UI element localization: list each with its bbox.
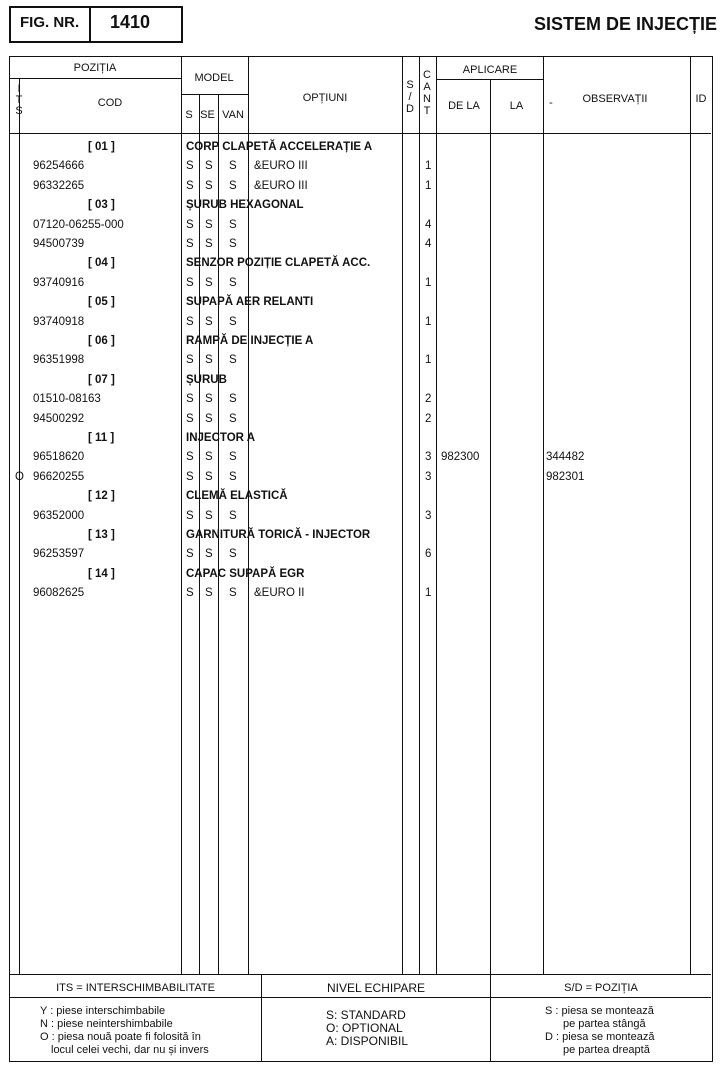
quantity-value: 6	[425, 548, 432, 561]
position-number: [ 05 ]	[88, 296, 115, 309]
col-header-observatii: OBSERVAȚII	[582, 93, 648, 105]
group-name: INJECTOR A	[186, 432, 256, 444]
legend-its-lines: Y : piese interschimbabile N : piese neintershimbabile O : piesa nouă poate fi folosită în locul celei vechi, dar nu și invers	[40, 1005, 209, 1056]
optiuni-tick	[248, 550, 249, 561]
model-s-value: S	[186, 587, 194, 600]
col-header-aplicare: APLICARE	[462, 64, 518, 76]
model-se-value: S	[205, 238, 213, 250]
optiuni-tick	[248, 162, 249, 173]
position-number: [ 03 ]	[88, 199, 115, 212]
model-s-value: S	[186, 470, 194, 483]
model-se-value: S	[205, 587, 213, 600]
quantity-value: 1	[425, 179, 432, 192]
model-van-value: S	[229, 276, 237, 289]
quantity-value: 3	[425, 451, 432, 464]
model-van-value: S	[229, 587, 237, 600]
model-s-value: S	[186, 393, 194, 406]
model-van-value: S	[229, 470, 237, 483]
quantity-value: 3	[425, 509, 432, 522]
col-header-model-s: S	[185, 109, 193, 121]
optiuni-tick	[248, 395, 249, 406]
figure-label: FIG. NR.	[20, 14, 80, 31]
model-se-value: S	[205, 393, 213, 406]
model-van-value: S	[229, 509, 237, 522]
model-s-value: S	[186, 548, 194, 561]
group-name: GARNITURĂ TORICĂ - INJECTOR	[186, 529, 371, 541]
option-value: &EURO III	[254, 160, 308, 173]
col-header-optiuni: OPȚIUNI	[302, 92, 348, 104]
position-number: [ 14 ]	[88, 567, 115, 580]
col-header-pozitia: POZIȚIA	[73, 62, 117, 74]
model-van-value: S	[229, 179, 237, 192]
optiuni-tick	[248, 589, 249, 600]
group-name: CAPAC SUPAPĂ EGR	[186, 567, 305, 580]
part-code: 93740916	[33, 276, 85, 289]
position-number: [ 13 ]	[88, 529, 115, 541]
optiuni-tick	[248, 512, 249, 523]
col-header-its: I T S	[15, 83, 23, 117]
model-van-value: S	[229, 393, 237, 406]
col-header-model-se: SE	[200, 109, 215, 121]
its-marker: O	[15, 470, 24, 483]
model-se-value: S	[205, 451, 213, 464]
model-se-value: S	[205, 509, 213, 522]
group-name: SUPAPĂ AER RELANTI	[186, 296, 314, 309]
optiuni-tick	[248, 453, 249, 464]
col-header-cant: C A N T	[423, 69, 431, 117]
part-code: 96332265	[33, 179, 85, 192]
model-van-value: S	[229, 354, 237, 367]
quantity-value: 4	[425, 218, 432, 231]
position-number: [ 04 ]	[88, 257, 115, 270]
legend-sd-lines: S : piesa se montează pe partea stângă D : piesa se montează pe partea dreaptă	[545, 1005, 655, 1056]
position-number: [ 01 ]	[88, 141, 115, 153]
part-code: 96082625	[33, 587, 85, 600]
model-se-value: S	[205, 354, 213, 367]
part-code: 07120-06255-000	[33, 218, 124, 231]
optiuni-tick	[248, 473, 249, 484]
model-van-value: S	[229, 218, 237, 231]
model-s-value: S	[186, 179, 194, 192]
quantity-value: 4	[425, 238, 432, 250]
model-s-value: S	[186, 451, 194, 464]
observation-value: 982301	[546, 470, 585, 483]
group-name: CORP CLAPETĂ ACCELERAȚIE A	[186, 141, 373, 153]
observation-value: 344482	[546, 451, 585, 464]
quantity-value: 2	[425, 412, 432, 425]
model-van-value: S	[229, 160, 237, 173]
col-header-id: ID	[695, 93, 707, 105]
optiuni-tick	[248, 279, 249, 290]
quantity-value: 3	[425, 470, 432, 483]
part-code: 94500739	[33, 238, 85, 250]
optiuni-tick	[248, 318, 249, 329]
model-se-value: S	[205, 160, 213, 173]
part-code: 96351998	[33, 354, 85, 367]
part-code: 96254666	[33, 160, 85, 173]
part-code: 96352000	[33, 509, 85, 522]
model-se-value: S	[205, 276, 213, 289]
quantity-value: 1	[425, 354, 432, 367]
model-van-value: S	[229, 451, 237, 464]
part-code: 96620255	[33, 470, 85, 483]
legend-sd-title: S/D = POZIȚIA	[564, 982, 638, 994]
part-code: 96253597	[33, 548, 85, 561]
quantity-value: 2	[425, 393, 432, 406]
option-value: &EURO II	[254, 587, 305, 600]
model-s-value: S	[186, 412, 194, 425]
legend-nivel-title: NIVEL ECHIPARE	[326, 981, 426, 995]
col-header-obs-dash: -	[549, 97, 553, 109]
model-se-value: S	[205, 179, 213, 192]
group-name: ȘURUB	[186, 373, 227, 386]
legend-nivel-lines: S: STANDARD O: OPTIONAL A: DISPONIBIL	[326, 1008, 409, 1048]
model-se-value: S	[205, 412, 213, 425]
quantity-value: 1	[425, 587, 432, 600]
group-name: SENZOR POZIȚIE CLAPETĂ ACC.	[186, 257, 371, 270]
optiuni-tick	[248, 415, 249, 426]
option-value: &EURO III	[254, 179, 308, 192]
part-code: 96518620	[33, 451, 85, 464]
position-number: [ 06 ]	[88, 335, 115, 347]
page-title: SISTEM DE INJECȚIE	[533, 14, 717, 34]
model-van-value: S	[229, 412, 237, 425]
model-s-value: S	[186, 218, 194, 231]
model-van-value: S	[229, 548, 237, 561]
optiuni-tick	[248, 182, 249, 193]
col-header-de-la: DE LA	[448, 100, 480, 112]
quantity-value: 1	[425, 276, 432, 289]
model-se-value: S	[205, 470, 213, 483]
legend-its-title: ITS = INTERSCHIMBABILITATE	[56, 982, 215, 994]
part-code: 93740918	[33, 315, 85, 328]
model-s-value: S	[186, 315, 194, 328]
model-se-value: S	[205, 548, 213, 561]
col-header-model: MODEL	[194, 72, 234, 84]
optiuni-tick	[248, 221, 249, 232]
applies-from-value: 982300	[441, 451, 480, 464]
group-name: RAMPĂ DE INJECȚIE A	[186, 335, 314, 347]
group-name: CLEMĂ ELASTICĂ	[186, 490, 288, 503]
optiuni-tick	[248, 356, 249, 367]
optiuni-tick	[248, 240, 249, 251]
part-code: 94500292	[33, 412, 85, 425]
position-number: [ 11 ]	[88, 432, 115, 444]
col-header-la: LA	[509, 100, 524, 112]
position-number: [ 07 ]	[88, 373, 115, 386]
model-s-value: S	[186, 509, 194, 522]
model-se-value: S	[205, 315, 213, 328]
model-s-value: S	[186, 354, 194, 367]
group-name: ȘURUB HEXAGONAL	[186, 199, 304, 212]
quantity-value: 1	[425, 315, 432, 328]
model-s-value: S	[186, 238, 194, 250]
quantity-value: 1	[425, 160, 432, 173]
col-header-sd: S / D	[406, 79, 414, 115]
col-header-model-van: VAN	[222, 109, 244, 121]
model-s-value: S	[186, 160, 194, 173]
model-s-value: S	[186, 276, 194, 289]
part-code: 01510-08163	[33, 393, 101, 406]
model-se-value: S	[205, 218, 213, 231]
model-van-value: S	[229, 315, 237, 328]
col-header-cod: COD	[97, 97, 123, 109]
model-van-value: S	[229, 238, 237, 250]
position-number: [ 12 ]	[88, 490, 115, 503]
figure-number: 1410	[110, 12, 151, 32]
